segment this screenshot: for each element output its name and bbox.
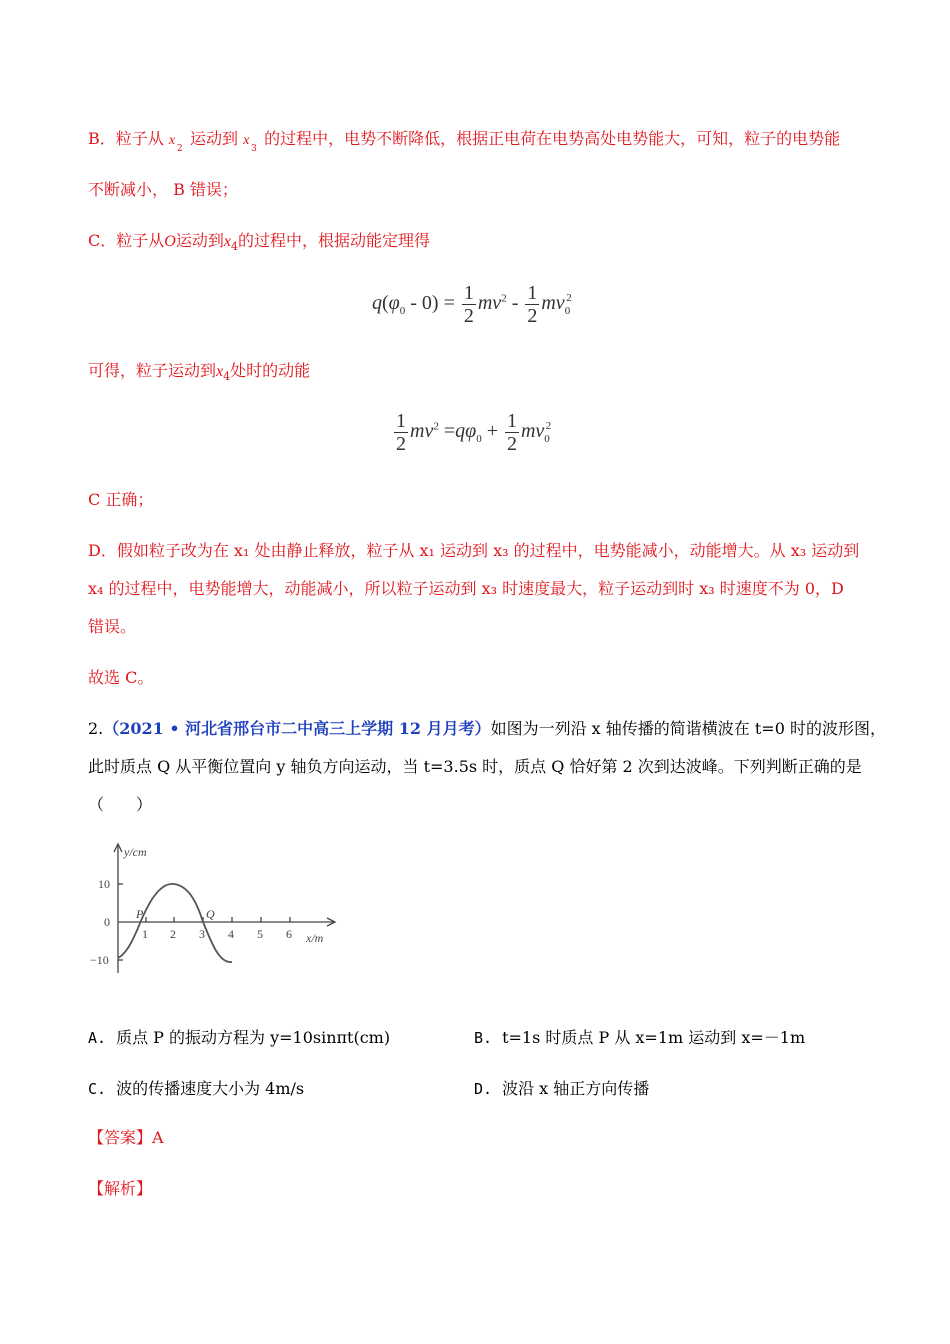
c-conclusion: C 正确； bbox=[88, 490, 154, 509]
answer-paren: （ ） bbox=[88, 795, 153, 814]
x-tick-3: 3 bbox=[199, 927, 205, 941]
point-Q-label: Q bbox=[206, 907, 215, 921]
b-x3-sub: 3 bbox=[251, 144, 257, 154]
fraction-half: $\frac{1}{2}$ bbox=[463, 282, 474, 327]
x-axis-label: x/m bbox=[306, 931, 324, 945]
analysis-heading: 【解析】 bbox=[88, 1179, 153, 1198]
option-b[interactable]: B. t=1s 时质点 P 从 x=1m 运动到 x=－1m bbox=[474, 1028, 806, 1047]
b-x3-var: x bbox=[243, 133, 250, 148]
b-x2-sub: 2 bbox=[176, 144, 183, 154]
y-tick-10: 10 bbox=[98, 877, 110, 891]
d-line-3: 错误。 bbox=[88, 617, 137, 636]
x-tick-2: 2 bbox=[170, 927, 176, 941]
option-d[interactable]: D. 波沿 x 轴正方向传播 bbox=[474, 1079, 650, 1098]
y-tick-neg10: −10 bbox=[90, 953, 109, 967]
c-line-2: 可得，粒子运动到$x_4$处时的动能 bbox=[88, 361, 311, 384]
x-tick-4: 4 bbox=[228, 927, 234, 941]
equation-work-energy: $q(\varphi_0 - 0)$ = $\frac{1}{2}$ $mv^2$ - $\frac{1}{2}$ $mv_0^2$ bbox=[372, 282, 572, 327]
c-O: O bbox=[164, 233, 176, 250]
y-axis-label: y/cm bbox=[124, 845, 147, 859]
b-x2-var: x bbox=[168, 133, 176, 148]
question-stem-line-1: 2.（2021 • 河北省邢台市二中高三上学期 12 月月考）如图为一列沿 x 轴传播的简谐横波在 t=0 时的波形图， bbox=[88, 719, 886, 738]
fraction-half: $\frac{1}{2}$ bbox=[527, 282, 538, 327]
c-line-1: C．粒子从O运动到$x_4$的过程中，根据动能定理得 bbox=[88, 231, 430, 254]
d-line-2: x₄ 的过程中，电势能增大，动能减小，所以粒子运动到 x₃ 时速度最大，粒子运动到时 x₃ 时速度不为 0，D bbox=[88, 579, 844, 598]
y-tick-0: 0 bbox=[104, 915, 110, 929]
fraction-half: $\frac{1}{2}$ bbox=[396, 410, 406, 455]
equation-kinetic-energy: $\frac{1}{2}$ $mv^2 =q\varphi_0$ + $\frac{1}{2}$ $mv_0^2$ bbox=[396, 410, 552, 455]
question-stem-line-2: 此时质点 Q 从平衡位置向 y 轴负方向运动，当 t=3.5s 时，质点 Q 恰好第 2 次到达波峰。下列判断正确的是 bbox=[88, 757, 862, 776]
fraction-half: $\frac{1}{2}$ bbox=[506, 410, 517, 455]
question-number: 2. bbox=[88, 719, 104, 738]
x-tick-6: 6 bbox=[286, 927, 292, 941]
final-choice: 故选 C。 bbox=[88, 668, 154, 687]
answer: 【答案】A bbox=[88, 1128, 164, 1147]
option-a[interactable]: A. 质点 P 的振动方程为 y=10sinπt(cm) bbox=[88, 1028, 391, 1047]
x-tick-1: 1 bbox=[142, 927, 148, 941]
b-line-2: 不断减小， B 错误； bbox=[88, 180, 238, 199]
wave-graph bbox=[80, 838, 350, 978]
point-P-label: P bbox=[136, 907, 144, 921]
b-line-1: B．粒子从 x 2 运动到 x 3 的过程中，电势不断降低，根据正电荷在电势高处电势能大，可知，粒子的电势能 bbox=[88, 128, 840, 150]
option-c[interactable]: C. 波的传播速度大小为 4m/s bbox=[88, 1079, 305, 1098]
x-tick-5: 5 bbox=[257, 927, 263, 941]
question-source: （2021 • 河北省邢台市二中高三上学期 12 月月考） bbox=[103, 719, 491, 738]
wave-curve bbox=[118, 884, 232, 962]
d-line-1: D．假如粒子改为在 x₁ 处由静止释放，粒子从 x₁ 运动到 x₃ 的过程中，电势能减小，动能增大。从 x₃ 运动到 bbox=[88, 541, 860, 560]
